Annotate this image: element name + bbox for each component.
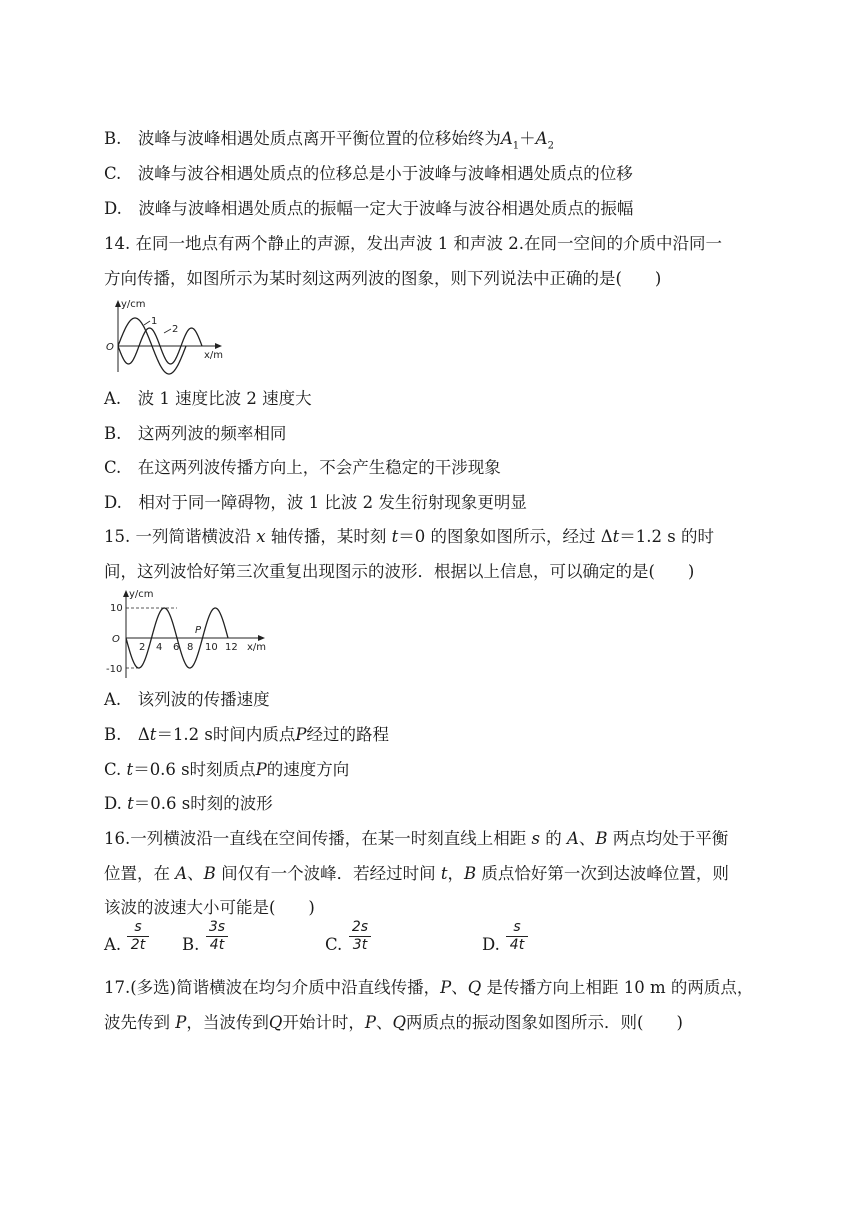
q16-stem-line3: 该波的波速大小可能是( ) bbox=[104, 898, 315, 917]
q16-stem-line2: 位置，在 A、B 间仅有一个波峰．若经过时间 t，B 质点恰好第一次到达波峰位置，则 bbox=[104, 864, 729, 883]
q16-option-a-label: A. bbox=[104, 935, 122, 954]
q13-option-d: D. 波峰与波峰相遇处质点的振幅一定大于波峰与波谷相遇处质点的振幅 bbox=[104, 199, 634, 218]
q15-wave-figure bbox=[104, 586, 274, 682]
q15-xlabel: x/m bbox=[247, 642, 267, 653]
q14-ylabel: y/cm bbox=[121, 299, 146, 310]
q15-stem-line1: 15. 一列简谐横波沿 x 轴传播，某时刻 t＝0 的图象如图所示，经过 Δt＝1.2 s 的时 bbox=[104, 527, 714, 546]
q16-option-c-label: C. bbox=[325, 935, 343, 954]
q13-option-b: B. 波峰与波峰相遇处质点离开平衡位置的位移始终为$A_1+A_2$ bbox=[104, 129, 554, 152]
q14-option-a: A. 波 1 速度比波 2 速度大 bbox=[104, 389, 312, 408]
q14-origin: O bbox=[106, 342, 114, 353]
q16-option-b-fraction: 3s 4t bbox=[206, 920, 228, 953]
q15-xtick-2: 2 bbox=[139, 642, 146, 653]
q15-ytick-bottom: -10 bbox=[106, 664, 123, 675]
q16-option-c-fraction: 2s 3t bbox=[349, 920, 371, 953]
q15-xtick-4: 4 bbox=[156, 642, 163, 653]
q16-option-d-fraction: s 4t bbox=[506, 920, 528, 953]
q15-option-b: B. Δt＝1.2 s时间内质点P经过的路程 bbox=[104, 725, 389, 744]
q14-label-wave1: 1 bbox=[151, 316, 158, 327]
q14-stem-line2: 方向传播，如图所示为某时刻这两列波的图象，则下列说法中正确的是( ) bbox=[104, 269, 662, 288]
q15-option-c: C. t＝0.6 s时刻质点P的速度方向 bbox=[104, 760, 350, 779]
q15-xtick-10: 10 bbox=[205, 642, 218, 653]
q15-xtick-8: 8 bbox=[187, 642, 194, 653]
q14-wave-figure bbox=[104, 298, 234, 378]
q16-option-a-fraction: s 2t bbox=[127, 920, 149, 953]
q15-point-p: P bbox=[195, 625, 202, 636]
q16-stem-line1: 16.一列横波沿一直线在空间传播，在某一时刻直线上相距 s 的 A、B 两点均处于平衡 bbox=[104, 829, 729, 848]
q15-xtick-12: 12 bbox=[225, 642, 238, 653]
q15-option-a: A. 该列波的传播速度 bbox=[104, 690, 270, 709]
q14-label-wave2: 2 bbox=[172, 324, 179, 335]
q15-xtick-6: 6 bbox=[173, 642, 180, 653]
q14-option-d: D. 相对于同一障碍物，波 1 比波 2 发生衍射现象更明显 bbox=[104, 493, 527, 512]
q14-option-b: B. 这两列波的频率相同 bbox=[104, 424, 287, 443]
q16-option-b-label: B. bbox=[182, 935, 200, 954]
q14-xlabel: x/m bbox=[204, 350, 224, 361]
q13-option-c: C. 波峰与波谷相遇处质点的位移总是小于波峰与波峰相遇处质点的位移 bbox=[104, 164, 633, 183]
q17-stem-line2: 波先传到 P，当波传到Q开始计时，P、Q两质点的振动图象如图所示．则( ) bbox=[104, 1013, 683, 1032]
q16-option-d-label: D. bbox=[482, 935, 500, 954]
q14-option-c: C. 在这两列波传播方向上，不会产生稳定的干涉现象 bbox=[104, 458, 501, 477]
q15-stem-line2: 间，这列波恰好第三次重复出现图示的波形．根据以上信息，可以确定的是( ) bbox=[104, 562, 695, 581]
q14-stem-line1: 14. 在同一地点有两个静止的声源，发出声波 1 和声波 2.在同一空间的介质中沿同一 bbox=[104, 234, 722, 253]
q17-stem-line1: 17.(多选)简谐横波在均匀介质中沿直线传播，P、Q 是传播方向上相距 10 m 的两质点， bbox=[104, 978, 754, 997]
q15-option-d: D. t＝0.6 s时刻的波形 bbox=[104, 794, 273, 813]
q15-ylabel: y/cm bbox=[129, 589, 154, 600]
q15-origin: O bbox=[112, 634, 120, 645]
q15-ytick-top: 10 bbox=[110, 603, 123, 614]
